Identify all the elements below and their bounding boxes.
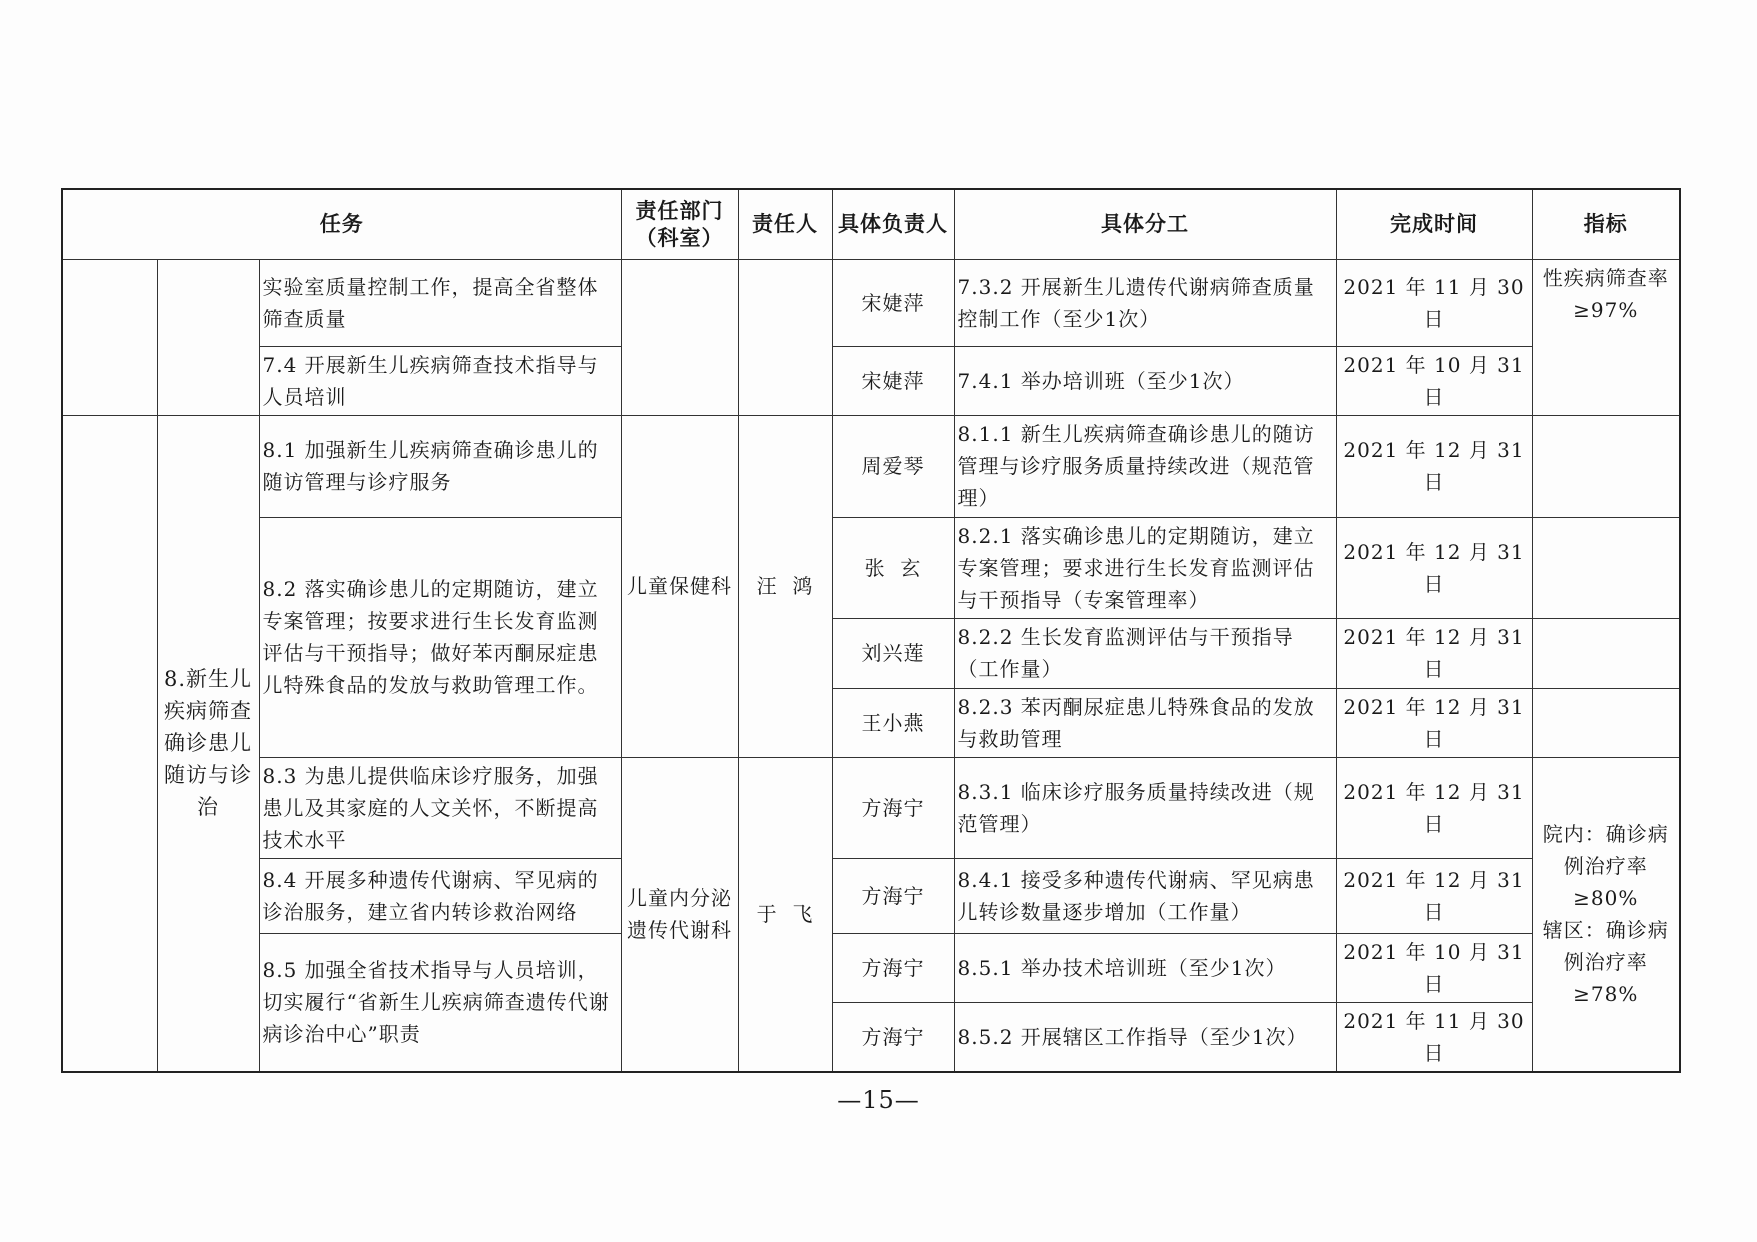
deadline-cell: 2021 年 12 月 31 日 (1336, 757, 1532, 858)
header-dept: 责任部门 （科室） (621, 189, 738, 259)
page-number: —15— (837, 1086, 920, 1114)
responsible-cell: 于 飞 (738, 757, 832, 1072)
person-cell: 宋婕萍 (832, 346, 954, 415)
indicator-cell-empty (1532, 618, 1680, 688)
indicator-cell-empty (1532, 688, 1680, 757)
subtask-cell: 实验室质量控制工作，提高全省整体筛查质量 (259, 259, 621, 346)
responsible-cell-empty (738, 259, 832, 415)
person-cell: 方海宁 (832, 757, 954, 858)
deadline-cell: 2021 年 12 月 31 日 (1336, 415, 1532, 517)
indicator-cell: 性疾病筛查率 ≥97% (1532, 259, 1680, 415)
deadline-cell: 2021 年 10 月 31 日 (1336, 346, 1532, 415)
indicator-cell-empty (1532, 415, 1680, 517)
table-row (62, 933, 1680, 1002)
deadline-cell: 2021 年 12 月 31 日 (1336, 858, 1532, 933)
task-8-cell: 8.新生儿疾病筛查确诊患儿随访与诊治 (157, 415, 259, 1072)
person-cell: 方海宁 (832, 933, 954, 1002)
division-cell: 7.3.2 开展新生儿遗传代谢病筛查质量控制工作（至少1次） (954, 259, 1336, 346)
task-table (61, 188, 1681, 1073)
header-indicator: 指标 (1532, 189, 1680, 259)
indicator-cell-empty (1532, 517, 1680, 618)
task-cell-empty (62, 259, 157, 415)
deadline-cell: 2021 年 12 月 31 日 (1336, 688, 1532, 757)
person-cell: 宋婕萍 (832, 259, 954, 346)
deadline-cell: 2021 年 11 月 30 日 (1336, 1002, 1532, 1072)
table-row (62, 415, 1680, 517)
header-division: 具体分工 (954, 189, 1336, 259)
person-cell: 方海宁 (832, 858, 954, 933)
subtask-cell: 8.4 开展多种遗传代谢病、罕见病的诊治服务，建立省内转诊救治网络 (259, 858, 621, 933)
subtask-cell: 8.3 为患儿提供临床诊疗服务，加强患儿及其家庭的人文关怀，不断提高技术水平 (259, 757, 621, 858)
division-cell: 8.4.1 接受多种遗传代谢病、罕见病患儿转诊数量逐步增加（工作量） (954, 858, 1336, 933)
header-task: 任务 (62, 189, 621, 259)
subtask-cell: 8.2 落实确诊患儿的定期随访，建立专案管理；按要求进行生长发育监测评估与干预指导；做好苯丙酮尿症患儿特殊食品的发放与救助管理工作。 (259, 517, 621, 757)
task-sub-cell-empty (157, 259, 259, 415)
person-cell: 张 玄 (832, 517, 954, 618)
division-cell: 8.3.1 临床诊疗服务质量持续改进（规范管理） (954, 757, 1336, 858)
indicator-cell: 院内：确诊病例治疗率≥80% 辖区：确诊病例治疗率≥78% (1532, 757, 1680, 1072)
table-row (62, 346, 1680, 415)
division-cell: 8.5.2 开展辖区工作指导（至少1次） (954, 1002, 1336, 1072)
deadline-cell: 2021 年 12 月 31 日 (1336, 618, 1532, 688)
table-row (62, 757, 1680, 858)
header-deadline: 完成时间 (1336, 189, 1532, 259)
table-row (62, 858, 1680, 933)
deadline-cell: 2021 年 10 月 31 日 (1336, 933, 1532, 1002)
person-cell: 周爱琴 (832, 415, 954, 517)
subtask-cell: 8.1 加强新生儿疾病筛查确诊患儿的随访管理与诊疗服务 (259, 415, 621, 517)
division-cell: 8.2.1 落实确诊患儿的定期随访，建立专案管理；要求进行生长发育监测评估与干预指导（专案管理率） (954, 517, 1336, 618)
person-cell: 王小燕 (832, 688, 954, 757)
division-cell: 8.1.1 新生儿疾病筛查确诊患儿的随访管理与诊疗服务质量持续改进（规范管理） (954, 415, 1336, 517)
person-cell: 方海宁 (832, 1002, 954, 1072)
deadline-cell: 2021 年 11 月 30 日 (1336, 259, 1532, 346)
person-cell: 刘兴莲 (832, 618, 954, 688)
header-specific-person: 具体负责人 (832, 189, 954, 259)
table-row (62, 517, 1680, 618)
dept-cell: 儿童内分泌遗传代谢科 (621, 757, 738, 1072)
division-cell: 8.2.3 苯丙酮尿症患儿特殊食品的发放与救助管理 (954, 688, 1336, 757)
responsible-cell: 汪 鸿 (738, 415, 832, 757)
dept-cell-empty (621, 259, 738, 415)
task-cell-empty (62, 415, 157, 1072)
division-cell: 7.4.1 举办培训班（至少1次） (954, 346, 1336, 415)
table-row (62, 259, 1680, 346)
dept-cell: 儿童保健科 (621, 415, 738, 757)
header-responsible: 责任人 (738, 189, 832, 259)
deadline-cell: 2021 年 12 月 31 日 (1336, 517, 1532, 618)
subtask-cell: 8.5 加强全省技术指导与人员培训，切实履行“省新生儿疾病筛查遗传代谢病诊治中心”职责 (259, 933, 621, 1072)
division-cell: 8.2.2 生长发育监测评估与干预指导（工作量） (954, 618, 1336, 688)
subtask-cell: 7.4 开展新生儿疾病筛查技术指导与人员培训 (259, 346, 621, 415)
header-row (62, 189, 1680, 259)
division-cell: 8.5.1 举办技术培训班（至少1次） (954, 933, 1336, 1002)
